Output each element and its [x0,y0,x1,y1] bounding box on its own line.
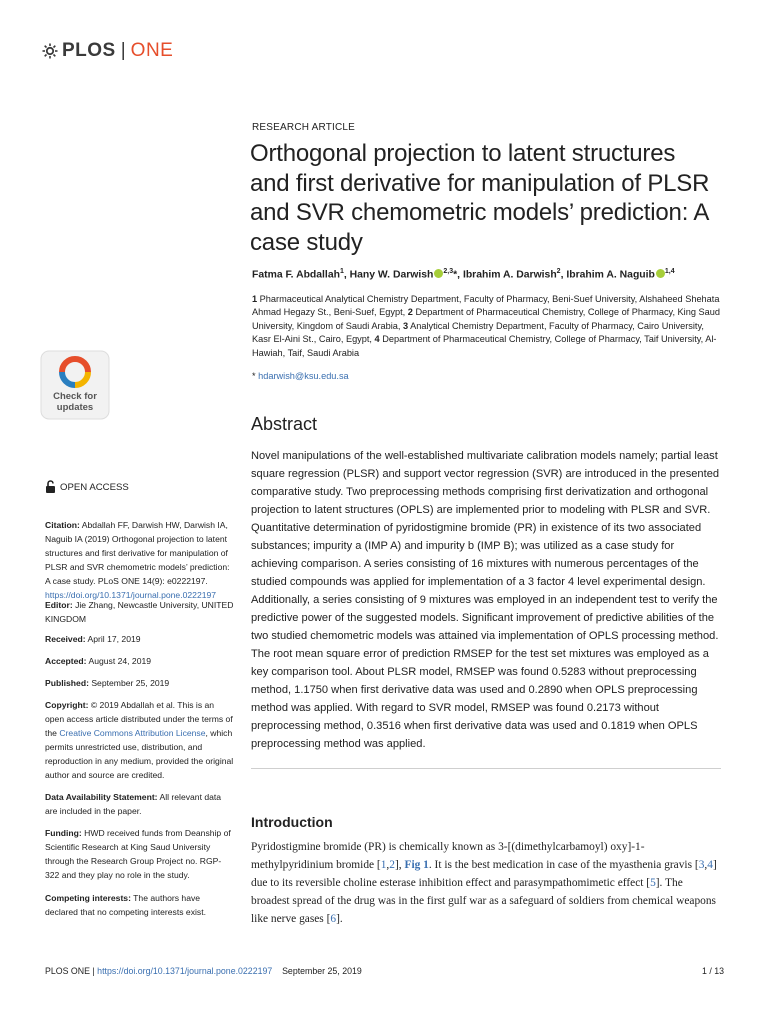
citation-doi-link[interactable]: https://doi.org/10.1371/journal.pone.0222197 [45,590,217,600]
author-name: Ibrahim A. Darwish [462,269,557,281]
body-text: , [704,859,708,872]
orcid-icon[interactable] [656,269,665,278]
body-text: ]. The broadest spread of the drug was in the first gulf war as a safeguard of soldiers from chemical weapons like nerve gases [ [251,877,716,926]
published-label: Published: [45,678,89,688]
plos-one-logo[interactable] [42,40,173,62]
check-for-updates-label[interactable] [40,391,110,413]
body-text: ] due to its reversible choline esterase inhibition effect and parasympathomimetic effect [ [251,859,717,890]
affiliation-number: 4 [374,334,380,345]
funding-label: Funding: [45,828,82,838]
editor-label: Editor: [45,600,73,610]
reference-link[interactable]: 3 [698,859,705,872]
reference-link[interactable]: 2 [389,859,395,872]
received-date [45,632,235,646]
body-text: ]. [336,913,343,926]
open-lock-icon [45,480,56,494]
plos-sun-icon [42,43,58,59]
author-name: Fatma F. Abdallah [252,269,340,281]
corresponding-author-marker: * [453,269,458,281]
author-affiliation-marker: 2 [556,268,561,275]
author-separator: , [343,269,350,281]
citation-label: Citation: [45,520,80,530]
affiliation-text: Department of Pharmaceutical Chemistry, College of Pharmacy, King Saud University, Kingdom of Saudi Arabia, [252,307,720,331]
body-text: ], [394,859,405,872]
affiliation-number: 2 [407,307,413,318]
accepted-date [45,654,235,668]
footer-journal: PLOS ONE [45,966,90,976]
published-text: September 25, 2019 [88,678,170,688]
introduction-heading: Introduction [251,814,333,830]
affiliations [252,293,722,360]
figure-link[interactable]: Fig 1 [404,859,429,872]
email-link[interactable]: hdarwish@ksu.edu.sa [258,371,349,381]
reference-link[interactable]: 4 [707,859,713,872]
received-label: Received: [45,634,86,644]
published-date [45,676,235,690]
author-separator: , [560,269,567,281]
corresponding-email [252,371,349,381]
data-availability-block [45,790,235,818]
article-title: Orthogonal projection to latent structures and first derivative for manipulation of PLSR and SVR chemometric models’ prediction: A case study [250,140,710,256]
reference-link[interactable]: 5 [650,877,656,890]
page-footer [45,966,725,976]
received-text: April 17, 2019 [85,634,141,644]
affiliation-text: Analytical Chemistry Department, Faculty of Pharmacy, Cairo University, Kasr El-Aini St., Cairo, Egypt, [252,320,704,345]
affiliation-number: 3 [403,320,409,331]
funding-text: HWD received funds from Deanship of Scientific Research at King Saud University through the Research Group Project no. RGP-322 and they play no role in the study. [45,828,231,880]
open-access-label: OPEN ACCESS [60,481,129,493]
license-link[interactable]: Creative Commons Attribution License [59,728,206,738]
footer-doi-link[interactable]: https://doi.org/10.1371/journal.pone.0222197 [97,966,273,976]
author-name: Ibrahim A. Naguib [566,269,655,281]
data-availability-label: Data Availability Statement: [45,792,158,802]
author-separator: , [457,269,463,281]
affiliation-text: Pharmaceutical Analytical Chemistry Department, Faculty of Pharmacy, Beni-Suef University, Alshaheed Shehata Ahmad Hegazy St., Beni-Suef, Egypt, [252,294,720,318]
logo-plos-text: PLOS [62,40,116,61]
editor-text: Jie Zhang, Newcastle University, UNITED KINGDOM [45,600,234,624]
funding-block [45,826,235,882]
section-divider [251,768,721,769]
citation-block [45,518,235,602]
author-affiliation-marker: 1 [339,268,344,275]
competing-interests-block [45,891,235,919]
check-label-line: updates [56,402,94,413]
affiliation-text: Department of Pharmaceutical Chemistry, College of Pharmacy, Taif University, Al-Hawiah, Taif, Saudi Arabia [252,334,717,358]
logo-separator: | [120,40,126,61]
abstract-heading: Abstract [251,414,318,434]
introduction-body [251,838,723,928]
competing-interests-text: The authors have declared that no competing interests exist. [45,893,206,917]
body-text: . It is the best medication in case of the myasthenia gravis [ [428,859,699,872]
body-text: Pyridostigmine bromide (PR) is chemically known as 3-[(dimethylcarbamoyl) oxy]-1- methylpyridinium bromide [ [251,841,645,872]
competing-interests-label: Competing interests: [45,893,131,903]
check-label-line: Check for [53,391,97,402]
author-name: Hany W. Darwish [349,269,434,281]
copyright-text: , which permits unrestricted use, distribution, and reproduction in any medium, provided the original author and source are credited. [45,728,234,780]
article-type-label: RESEARCH ARTICLE [252,122,356,133]
data-availability-text: All relevant data are included in the paper. [45,792,222,816]
footer-date: September 25, 2019 [282,966,362,976]
copyright-block [45,698,235,782]
author-list [252,268,722,280]
author-affiliation-marker: 1,4 [664,268,675,275]
footer-separator: | [89,966,98,976]
open-access-badge [45,480,129,494]
email-star: * [252,371,259,381]
logo-one-text: ONE [130,40,174,61]
abstract-body: Novel manipulations of the well-established multivariate calibration models namely; partial least square regression (PLSR) and support vector regression (SVR) are introduced in the presented comparative study. Two preprocessing methods comprising first derivatization and orthogonal projection to latent structures (OPLS) are implemented prior to modeling with PLSR and SVR. Quantitative determination of pyridostigmine bromide (PR) in existence of its two associated substances; impurity a (IMP A) and impurity b (IMP B); was utilized as a case study for achieving comparison. A series consisting of 16 mixtures with numerous percentages of the studied compounds was applied for implementation of a 3 factor 4 level experimental design. Additionally, a series consisting of 9 mixtures was employed in an independent test to verify the predictive power of the suggested models. Significant improvement of predictive abilities of the two studied chemometric models was attained via implementation of OPLS processing method. The root mean square error of prediction RMSEP for the test set mixtures was employed as a key comparison tool. About PLSR model, RMSEP was found 0.5283 without preprocessing method, 1.1750 when first derivative data was used and 0.2890 when OPLS preprocessing method was applied. With regard to SVR model, RMSEP was found 0.2173 without preprocessing method, 0.3516 when first derivative data was used and 0.1819 when OPLS preprocessing method was applied. [251,450,720,750]
page-number: 1 / 13 [701,966,724,976]
reference-link[interactable]: 1 [380,859,387,872]
accepted-text: August 24, 2019 [86,656,152,666]
body-text: , [386,859,390,872]
copyright-text: © 2019 Abdallah et al. This is an open access article distributed under the terms of the [45,700,233,738]
affiliation-number: 1 [252,294,258,304]
author-affiliation-marker: 2,3 [443,268,454,275]
accepted-label: Accepted: [45,656,87,666]
editor-block [45,598,235,626]
copyright-label: Copyright: [45,700,89,710]
citation-text: Abdallah FF, Darwish HW, Darwish IA, Naguib IA (2019) Orthogonal projection to latent structures and first derivative for manipulation of PLSR and SVR chemometric models’ prediction: A case study. PLoS ONE 14(9): e0222197. [45,520,230,586]
reference-link[interactable]: 6 [330,913,337,926]
